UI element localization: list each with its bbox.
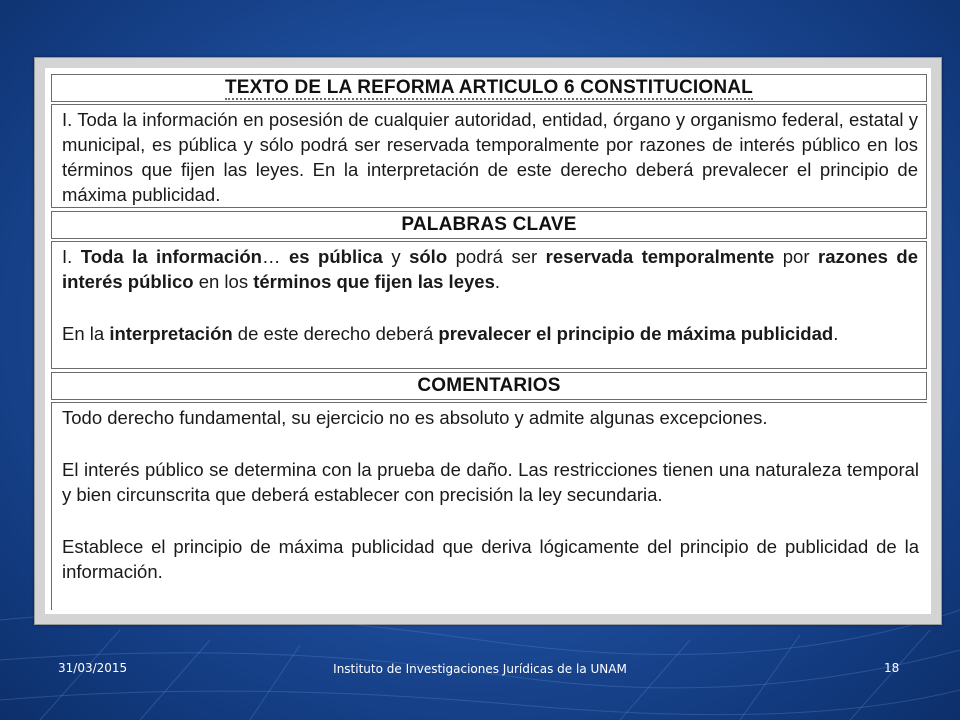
footer-institution: Instituto de Investigaciones Jurídicas de la UNAM [333, 662, 627, 676]
keywords-paragraph-2: En la interpretación de este derecho deberá prevalecer el principio de máxima publicidad. [62, 323, 839, 344]
section1-body-box [51, 104, 927, 208]
section1-text: I. Toda la información en posesión de cualquier autoridad, entidad, órgano y organismo federal, estatal y municipal, es pública y sólo podrá ser reservada temporalmente por razones de interés público en los términos que fijen las leyes. En la interpretación de este derecho deberá prevalecer el principio de máxima publicidad. [62, 109, 918, 205]
section3-header-box [51, 372, 927, 400]
section3-body-box [51, 402, 927, 610]
section1-header-box [51, 74, 927, 102]
section2-header: PALABRAS CLAVE [401, 214, 577, 235]
comment-paragraph-3: Establece el principio de máxima publicidad que deriva lógicamente del principio de publicidad de la información. [62, 536, 919, 582]
section2-body-box [51, 241, 927, 369]
section1-header: TEXTO DE LA REFORMA ARTICULO 6 CONSTITUCIONAL [225, 77, 753, 98]
comment-paragraph-2: El interés público se determina con la prueba de daño. Las restricciones tienen una naturaleza temporal y bien circunscrita que deberá establecer con precisión la ley secundaria. [62, 459, 919, 505]
footer-date: 31/03/2015 [58, 661, 128, 675]
section3-text [52, 403, 927, 586]
page-number: 18 [884, 661, 900, 675]
comment-paragraph-1: Todo derecho fundamental, su ejercicio no es absoluto y admite algunas excepciones. [62, 407, 768, 428]
keywords-paragraph-1: I. Toda la información… es pública y sólo podrá ser reservada temporalmente por razones de interés público en los términos que fijen las leyes. [62, 246, 919, 292]
document-page [45, 68, 931, 614]
section2-header-box [51, 211, 927, 239]
section2-text [52, 242, 926, 348]
document-frame [34, 57, 942, 625]
section3-header: COMENTARIOS [417, 375, 561, 396]
